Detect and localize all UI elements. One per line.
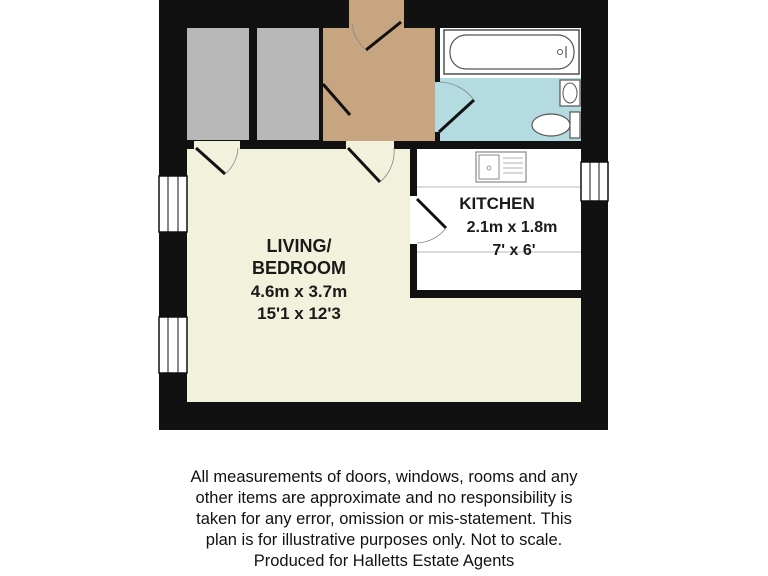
toilet-icon [532, 112, 580, 138]
kitchen-imperial: 7' x 6' [492, 242, 536, 259]
kitchen-name: KITCHEN [459, 194, 535, 213]
door-opening-kitchen [410, 196, 417, 244]
living-room-metric: 4.6m x 3.7m [250, 282, 348, 301]
window-kitchen [581, 162, 608, 201]
kitchen-metric: 2.1m x 1.8m [466, 219, 558, 236]
disclaimer-line: other items are approximate and no responsibility is [195, 489, 573, 507]
bathtub-icon [444, 30, 579, 74]
door-opening-hall [346, 141, 394, 149]
living-room-name-line1: LIVING/ [266, 236, 332, 256]
living-room-imperial: 15'1 x 12'3 [257, 304, 341, 323]
washbasin-icon [560, 80, 580, 106]
wardrobe-left [187, 28, 249, 140]
disclaimer-line: plan is for illustrative purposes only. Not to scale. [205, 531, 563, 549]
door-opening-wardrobe [194, 141, 240, 149]
disclaimer-line: All measurements of doors, windows, rooms and any [190, 468, 578, 486]
hall-floor [323, 28, 435, 141]
internal-wall-hall-left [319, 28, 323, 141]
internal-wall-wardrobe-divider [249, 28, 257, 141]
kitchen-sink-icon [476, 152, 526, 182]
window-left-upper [159, 176, 187, 232]
window-left-lower [159, 317, 187, 373]
wardrobe-right [257, 28, 319, 140]
disclaimer [84, 467, 684, 572]
disclaimer-line: taken for any error, omission or mis-statement. This [196, 510, 572, 528]
disclaimer-line: Produced for Halletts Estate Agents [253, 552, 515, 570]
living-room-name-line2: BEDROOM [252, 258, 346, 278]
entrance-opening [349, 0, 404, 28]
internal-wall-kitchen-bottom [410, 290, 581, 298]
door-opening-bathroom [435, 82, 440, 132]
